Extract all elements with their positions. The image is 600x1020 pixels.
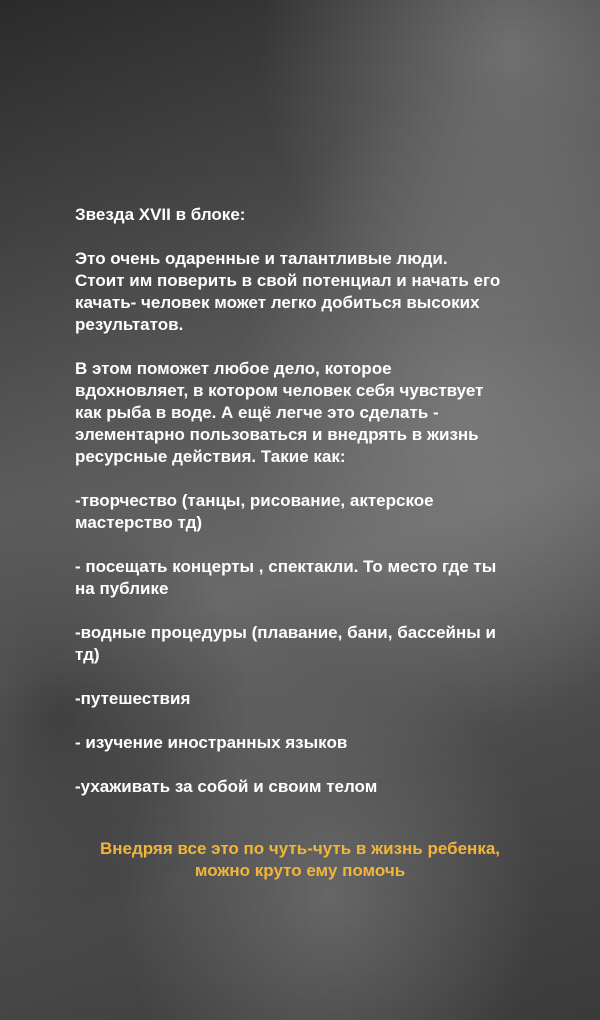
list-line: на публике (75, 579, 169, 598)
list-item-water (75, 622, 545, 666)
conclusion-highlight (60, 838, 540, 882)
paragraph-line: ресурсные действия. Такие как: (75, 447, 346, 466)
list-line: тд) (75, 645, 100, 664)
paragraph-talent (75, 248, 545, 336)
list-line: - изучение иностранных языков (75, 733, 348, 752)
paragraph-line: Это очень одаренные и талантливые люди. (75, 249, 448, 268)
paragraph-line: как рыба в воде. А ещё легче это сделать - (75, 403, 439, 422)
list-item-creativity (75, 490, 545, 534)
paragraph-line: элементарно пользоваться и внедрять в жизнь (75, 425, 479, 444)
list-line: -путешествия (75, 689, 191, 708)
paragraph-line: качать- человек может легко добиться высоких (75, 293, 480, 312)
list-line: мастерство тд) (75, 513, 203, 532)
list-line: -водные процедуры (плавание, бани, бассейны и (75, 623, 496, 642)
story-text-block (75, 204, 545, 820)
list-line: - посещать концерты , спектакли. То место где ты (75, 557, 497, 576)
conclusion-line: Внедряя все это по чуть-чуть в жизнь ребенка, (99, 839, 500, 858)
heading: Звезда XVII в блоке: (75, 205, 246, 224)
list-line: -ухаживать за собой и своим телом (75, 777, 378, 796)
list-item-selfcare (75, 776, 545, 798)
paragraph-line: В этом поможет любое дело, которое (75, 359, 392, 378)
list-item-concerts (75, 556, 545, 600)
paragraph-resources (75, 358, 545, 468)
conclusion-line: можно круто ему помочь (194, 861, 406, 880)
paragraph-line: Стоит им поверить в свой потенциал и начать его (75, 271, 501, 290)
list-item-travel (75, 688, 545, 710)
list-line: -творчество (танцы, рисование, актерское (75, 491, 434, 510)
paragraph-line: вдохновляет, в котором человек себя чувствует (75, 381, 484, 400)
paragraph-line: результатов. (75, 315, 184, 334)
list-item-languages (75, 732, 545, 754)
